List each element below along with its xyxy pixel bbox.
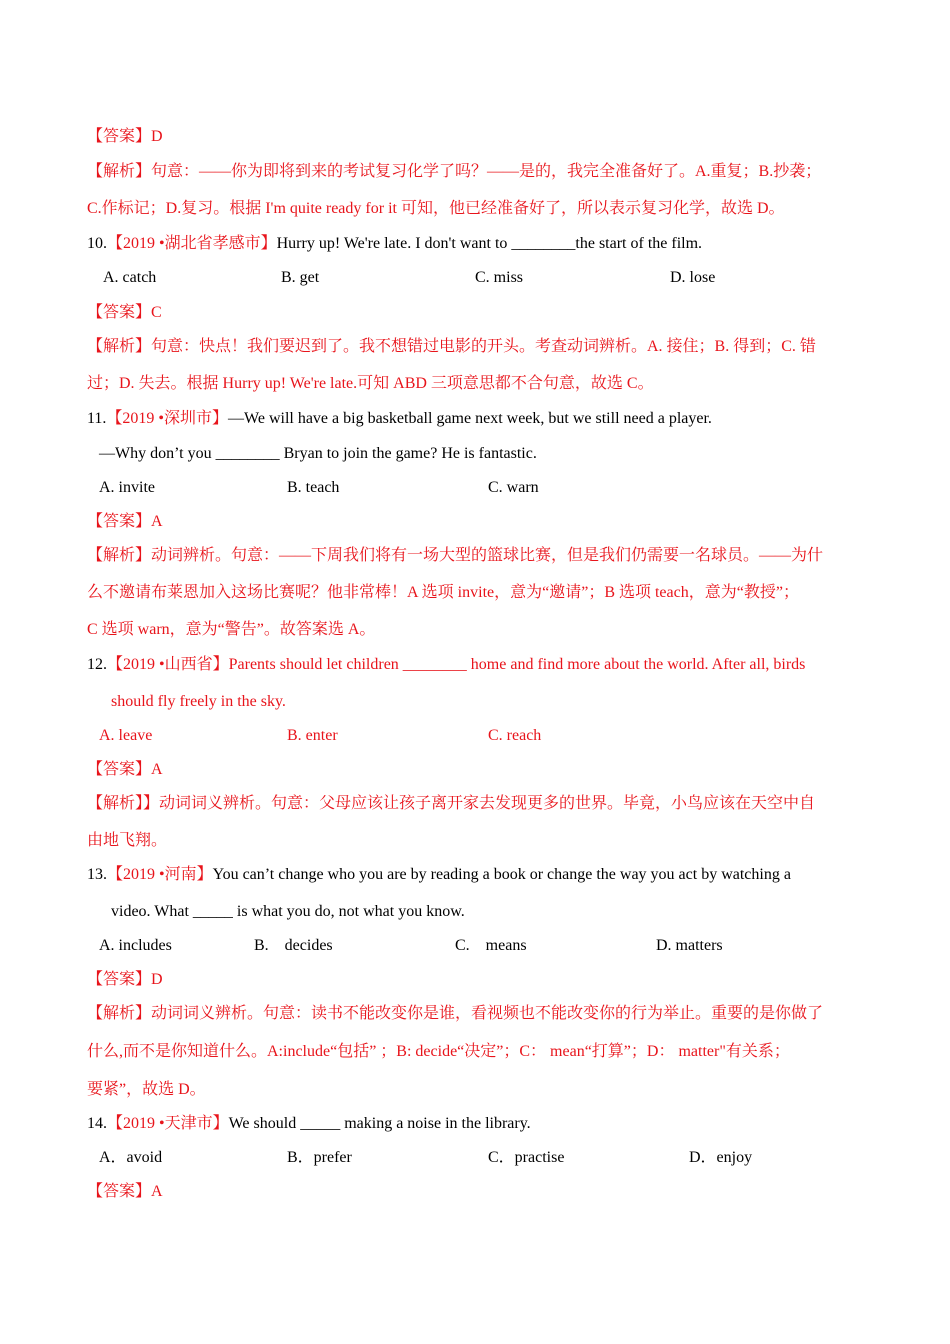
q13-number: 13. [87,866,107,883]
q13-stem-text-1: You can’t change who you are by reading a book or change the way you act by watching a [212,866,791,883]
q14-answer: 【答案】A [87,1183,163,1200]
q13-option-c: C. means [455,937,527,954]
q12-option-a: A. leave [99,727,153,744]
q11-stem-line-1 [87,409,712,429]
q14-stem [87,1114,531,1134]
q10-answer: 【答案】C [87,304,162,321]
q12-number: 12. [87,656,107,673]
q12-option-c: C. reach [488,727,542,744]
q13-option-b: B. decides [254,937,333,954]
q10-option-d: D. lose [670,269,716,286]
q10-number: 10. [87,235,107,252]
q14-option-d: D．enjoy [689,1149,753,1166]
q10-analysis-line-1: 【解析】句意：快点！我们要迟到了。我不想错过电影的开头。考查动词辨析。A. 接住；B. 得到；C. 错 [87,338,816,355]
q12-stem-text-1: Parents should let children ________ home and find more about the world. After all, birds [228,656,806,673]
q14-option-c: C．practise [488,1149,565,1166]
q13-analysis-line-1: 【解析】动词词义辨析。句意：读书不能改变你是谁，看视频也不能改变你的行为举止。重要的是你做了 [87,1005,824,1022]
q9-analysis-line-1: 【解析】句意：——你为即将到来的考试复习化学了吗？——是的，我完全准备好了。A.重复；B.抄袭； [87,163,822,180]
q13-analysis-line-2: 什么,而不是你知道什么。A:include“包括” ；B: decide“决定”；C： mean“打算”；D： matter"有关系； [87,1043,790,1060]
q14-number: 14. [87,1115,107,1132]
q13-analysis-line-3: 要紧”，故选 D。 [87,1081,206,1098]
q13-stem-line-2: video. What _____ is what you do, not what you know. [111,903,465,920]
q13-answer: 【答案】D [87,971,163,988]
q14-stem-text: We should _____ making a noise in the library. [228,1115,531,1132]
q10-stem [87,234,702,254]
q12-analysis-line-2: 由地飞翔。 [87,832,168,849]
q10-analysis-line-2: 过；D. 失去。根据 Hurry up! We're late.可知 ABD 三项意思都不合句意，故选 C。 [87,375,654,392]
q14-source: 【2019 •天津市】 [107,1115,229,1132]
q13-option-d: D. matters [656,937,723,954]
q11-source: 【2019 •深圳市】 [106,410,229,427]
q11-option-b: B. teach [287,479,340,496]
q11-stem-line-2: —Why don’t you ________ Bryan to join the game? He is fantastic. [99,445,537,462]
q12-source: 【2019 •山西省】 [107,656,229,673]
q11-analysis-line-3: C 选项 warn，意为“警告”。故答案选 A。 [87,621,376,638]
q11-option-a: A. invite [99,479,155,496]
q14-option-a: A．avoid [99,1149,163,1166]
q10-option-b: B. get [281,269,320,286]
q10-option-c: C. miss [475,269,524,286]
q11-analysis-line-1: 【解析】动词辨析。句意：——下周我们将有一场大型的篮球比赛，但是我们仍需要一名球员。——为什 [87,547,824,564]
q11-number: 11. [87,410,107,427]
q13-stem-line-1 [87,865,791,885]
q12-answer: 【答案】A [87,761,163,778]
q9-answer: 【答案】D [87,128,163,145]
q12-stem-line-2: should fly freely in the sky. [111,693,286,710]
q10-option-a: A. catch [103,269,157,286]
q10-stem-text: Hurry up! We're late. I don't want to ________the start of the film. [276,235,703,252]
q11-analysis-line-2: 么不邀请布莱恩加入这场比赛呢？他非常棒！A 选项 invite，意为“邀请”；B 选项 teach，意为“教授”； [87,584,799,601]
q14-option-b: B．prefer [287,1149,352,1166]
q12-stem-line-1 [87,655,805,675]
q12-analysis-line-1: 【解析】】动词词义辨析。句意：父母应该让孩子离开家去发现更多的世界。毕竟，小鸟应该在天空中自 [87,795,816,812]
q11-stem-text-1: —We will have a big basketball game next week, but we still need a player. [228,410,712,427]
q13-source: 【2019 •河南】 [107,866,213,883]
q9-analysis-line-2: C.作标记；D.复习。根据 I'm quite ready for it 可知，他已经准备好了，所以表示复习化学，故选 D。 [87,200,785,217]
q12-option-b: B. enter [287,727,338,744]
q11-answer: 【答案】A [87,513,163,530]
q13-option-a: A. includes [99,937,172,954]
q11-option-c: C. warn [488,479,539,496]
q10-source: 【2019 •湖北省孝感市】 [107,235,277,252]
